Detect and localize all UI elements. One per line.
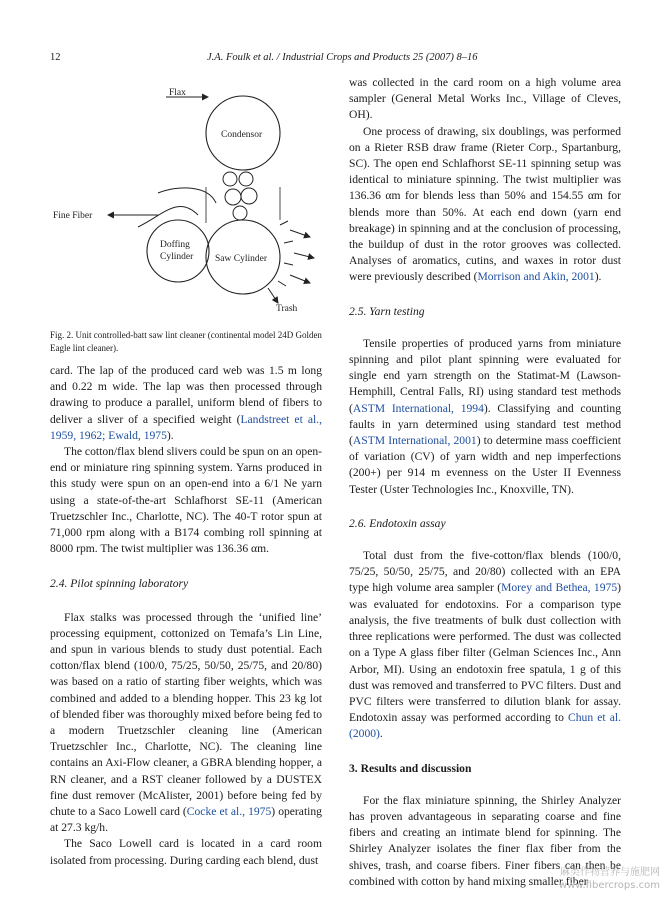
paragraph: For the flax miniature spinning, the Shirley Analyzer has proven advantageous in separating coarse and fine fibers and creating an intimate blend for spinning. The Shirley Analyzer isolates the finer flax fiber from the shives, trash, and coarse fibers. Finer fibers can then be combined with cotton by hand mixing smaller fiber [349, 793, 621, 888]
grid-bar [284, 263, 293, 265]
trash-label: Trash [276, 304, 298, 314]
figure-diagram [48, 75, 323, 320]
roller [241, 188, 257, 204]
housing [206, 187, 280, 223]
citation-link[interactable]: ASTM International, 1994 [352, 401, 484, 415]
doffing-cylinder-label: Cylinder [160, 252, 194, 262]
saw-cylinder-label: Saw Cylinder [215, 254, 267, 264]
watermark-line: www.fibercrops.com [558, 880, 660, 891]
paragraph: Tensile properties of produced yarns from miniature spinning and pilot plant spinning were evaluated for single end yarn strength on the Statimat-M (Lawson-Hemphill, Central Falls, RI) using standard test methods (ASTM International, 1994). Classifying and counting faults in yarn determined using standard test method (ASTM International, 2001) to determine mass coefficient of variation (CV) of yarn width and nep imperfections (200+) per 914 m evenness on the Uster II Evenness Tester (Uster Technologies Inc., Knoxville, TN). [349, 336, 622, 496]
page-number: 12 [50, 52, 61, 63]
section-heading-3: 3. Results and discussion [349, 761, 472, 775]
doffing-label: Doffing [160, 240, 190, 250]
citation-link[interactable]: Morrison and Akin, 2001 [477, 270, 595, 284]
citation-link[interactable]: Chun et al. (2000) [349, 711, 621, 741]
watermark [520, 866, 660, 892]
trash-arrow [268, 288, 278, 303]
watermark-line: 麻类作物营养与施肥网 [560, 867, 660, 878]
fine-fiber-label: Fine Fiber [53, 211, 93, 221]
paragraph: The Saco Lowell card is located in a card room isolated from processing. During carding each blend, dust [50, 837, 322, 867]
right-column [349, 75, 621, 890]
condensor-label: Condensor [221, 130, 263, 140]
flax-label: Flax [169, 88, 186, 98]
doffing-cylinder [147, 220, 209, 282]
grid-bar [284, 241, 293, 243]
fiber-path [158, 188, 216, 203]
grid-bar [280, 221, 288, 225]
paragraph: Flax stalks was processed through the ‘unified line’ processing equipment, cottonized on Temafa’s Lin Line, and spun in various blends to study dust potential. Each cotton/flax blend (100/0, 75/25, 50/50, 25/75, and 20/80) was based on a ratio of starting fiber weights, which was combined and added to a blending hopper. This 23 kg lot of blended fiber was thoroughly mixed before being fed to a modern Truetzschler cleaning line (American Truetzschler Inc., Charlotte, NC). The cleaning line contains an Axi-Flow cleaner, a GBRA blending hopper, a RN cleaner, and a RST cleaner followed by a DUSTEX fine dust remover (McAlister, 2001) before being fed by chute to a Saco Lowell card (Cocke et al., 1975) operating at 27.3 kg/h. [50, 610, 322, 835]
citation-link[interactable]: ASTM International, 2001 [352, 434, 477, 448]
citation-link[interactable]: Cocke et al., 1975 [186, 805, 272, 819]
roller [225, 189, 241, 205]
batt-path [138, 207, 198, 227]
paragraph: Total dust from the five-cotton/flax blends (100/0, 75/25, 50/50, 25/75, and 20/80) collected with an EPA type high volume area sampler (Morey and Bethea, 1975) was evaluated for endotoxins. For a comparison type analysis, the five treatments of bulk dust collection with three replications were performed. The dust was collected on a Type A glass fiber filter (Gelman Sciences Inc., Ann Arbor, MI). Using an endotoxin free spatula, 1 g of this dust was removed and transferred to PVC filters. Dust and PVC filters were transferred to dilution blank for assay. Endotoxin assay was performed according to Chun et al. (2000). [349, 549, 621, 741]
running-head: J.A. Foulk et al. / Industrial Crops and Products 25 (2007) 8–16 [207, 52, 478, 63]
section-heading-2-6: 2.6. Endotoxin assay [349, 516, 446, 530]
roller [239, 172, 253, 186]
citation-link[interactable]: Landstreet et al., 1959, 1962; Ewald, 1975 [50, 412, 322, 442]
section-heading-2-5: 2.5. Yarn testing [349, 304, 425, 318]
roller [233, 206, 247, 220]
paragraph: was collected in the card room on a high volume area sampler (General Metal Works Inc., Village of Cleves, OH). [349, 76, 621, 122]
trash-arrow [290, 275, 310, 283]
citation-link[interactable]: Morey and Bethea, 1975 [501, 581, 618, 595]
paragraph: The cotton/flax blend slivers could be spun on an open-end or miniature ring spinning system. Yarns produced in this study were spun on an open-end into a 6/1 Ne yarn using a state-of-the-art Schlafhorst SE-11 (American Truetzschler Inc., Charlotte, NC). The 40-T rotor spun at 71,000 rpm along with a B174 combing roll spinning at 8000 rpm. The twist multiplier was 136.36 αm. [50, 445, 322, 556]
trash-arrow [294, 253, 314, 258]
trash-arrow [290, 230, 310, 237]
roller [223, 172, 237, 186]
paragraph: One process of drawing, six doublings, was performed on a Rieter RSB draw frame (Rieter Corp., Spartanburg, SC). The open end Schlafhorst SE-11 spinning setup was identical to miniature spinning. The twist multiplier was 136.36 αm for blends less than 50% and 154.55 αm for blends more than 50%. At each end down (yarn end breakage) in spinning and at the conclusion of processing, the buildup of dust in the rotor grooves was collected. Analyses of aromatics, cutins, and waxes in rotor dust were previously described (Morrison and Akin, 2001). [349, 124, 621, 284]
section-heading-2-4: 2.4. Pilot spinning laboratory [50, 577, 189, 591]
figure-caption: Fig. 2. Unit controlled-batt saw lint cleaner (continental model 24D Golden Eagle lint cleaner). [50, 330, 322, 353]
grid-bar [278, 281, 286, 286]
left-column [50, 363, 322, 869]
paragraph: card. The lap of the produced card web was 1.5 m long and 0.22 m wide. The lap was then processed through drawing to produce a parallel, uniform blend of fibers to deliver a sliver of a specified weight (Landstreet et al., 1959, 1962; Ewald, 1975). [50, 364, 322, 442]
